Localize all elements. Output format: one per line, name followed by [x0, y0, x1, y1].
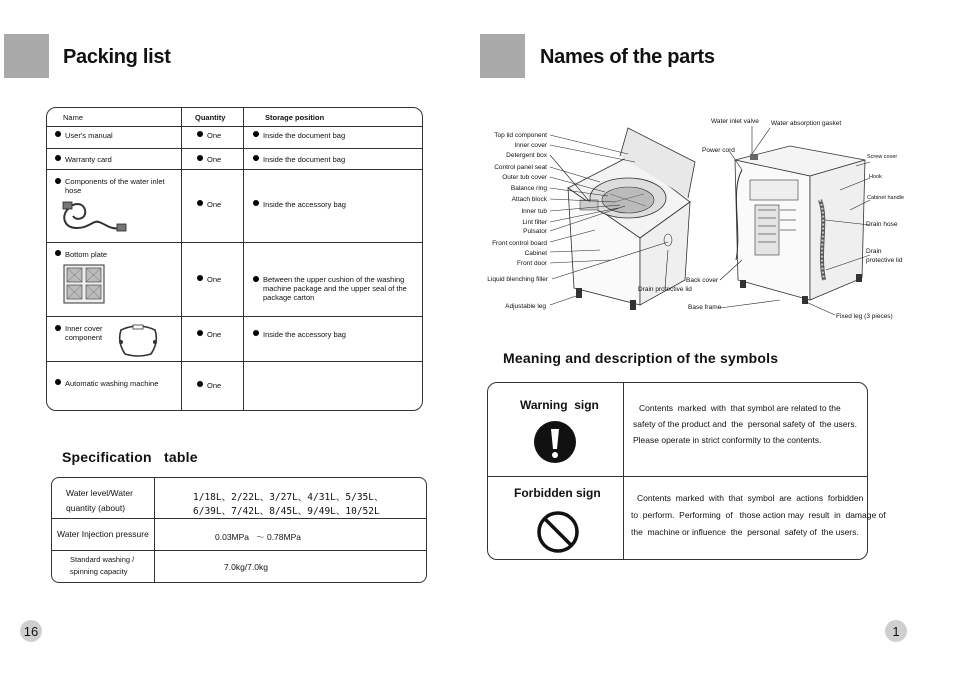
warning-line: Contents marked with that symbol are related to the: [639, 403, 841, 413]
item-qty: One: [197, 155, 221, 164]
item-name: Warranty card: [65, 155, 112, 164]
forbidden-line: the machine or influence the personal safety of the users.: [631, 527, 859, 537]
warning-sign-label: Warning sign: [520, 398, 599, 412]
label-drain-protective-lid-front: Drain protective lid: [638, 286, 692, 293]
right-page-title: Names of the parts: [540, 46, 715, 68]
label-water-absorption-gasket: Water absorption gasket: [771, 120, 842, 127]
item-qty: One: [197, 200, 221, 209]
header-quantity: Quantity: [195, 113, 226, 122]
item-storage: Inside the document bag: [253, 155, 345, 164]
label-drain-protective-lid-back: Drain protective lid: [866, 248, 903, 264]
right-title-square: [480, 34, 525, 78]
label-outer-tub-cover: Outer tub cover: [502, 174, 547, 181]
row-divider: [47, 148, 423, 149]
item-name: Automatic washing machine: [65, 379, 159, 388]
spec-row-divider: [52, 518, 426, 519]
spec-title: Specification table: [62, 449, 198, 465]
item-name: Inner cover component: [65, 324, 103, 342]
right-page-number: 1: [885, 620, 907, 642]
label-base-frame: Base frame: [688, 304, 722, 311]
spec-value: 0.03MPa ～ 0.78MPa: [215, 532, 301, 542]
header-name: Name: [63, 113, 84, 122]
item-qty: One: [197, 330, 221, 339]
inner-cover-image: [115, 322, 161, 358]
item-qty: One: [197, 381, 221, 390]
item-storage: Inside the accessory bag: [253, 330, 346, 339]
label-fixed-leg: Fixed leg (3 pieces): [836, 313, 893, 320]
forbidden-description: [631, 490, 886, 541]
item-name: Bottom plate: [65, 250, 108, 259]
label-attach-block: Attach block: [511, 196, 547, 203]
spec-value: 7.0kg/7.0kg: [224, 562, 268, 572]
left-title-square: [4, 34, 49, 78]
label-pulsator: Pulsator: [523, 228, 547, 235]
packing-table: [46, 107, 423, 411]
row-divider: [47, 126, 423, 127]
back-machine-illustration: [735, 146, 865, 304]
label-inner-cover: Inner cover: [514, 142, 547, 149]
label-control-panel-seat: Control panel seat: [494, 164, 547, 171]
spec-label: Water Injection pressure: [57, 529, 149, 539]
item-qty: One: [197, 131, 221, 140]
item-storage: Between the upper cushion of the washing machine package and the upper seal of the package carton: [253, 275, 421, 302]
water-inlet-hose-image: [59, 192, 129, 236]
row-divider: [47, 316, 423, 317]
spec-row-divider: [52, 550, 426, 551]
table-row: [55, 324, 115, 342]
label-balance-ring: Balance ring: [510, 185, 547, 192]
label-screw-cover: Screw cover: [867, 154, 898, 160]
header-storage: Storage position: [265, 113, 325, 122]
label-detergent-box: Detergent box: [506, 152, 547, 159]
left-page-title: Packing list: [63, 46, 171, 68]
symbols-table: [487, 382, 886, 560]
spec-table: [51, 477, 427, 583]
spec-value: 6/39L、7/42L、8/45L、9/49L、10/52L: [193, 506, 380, 517]
item-storage: Inside the accessory bag: [253, 200, 346, 209]
label-front-control-board: Front control board: [492, 240, 547, 247]
table-row: [55, 131, 113, 140]
table-row: [55, 155, 112, 164]
label-power-cord: Power cord: [702, 147, 735, 154]
row-divider: [47, 169, 423, 170]
label-lint-filter: Lint filter: [522, 219, 547, 226]
bottom-plate-image: [63, 264, 105, 304]
warning-line: Please operate in strict conformity to the contents.: [633, 435, 822, 445]
item-name: User's manual: [65, 131, 113, 140]
item-qty: One: [197, 275, 221, 284]
label-top-lid: Top lid component: [494, 132, 547, 139]
label-cabinet-handle: Cabinet handle: [867, 195, 905, 201]
table-row: [55, 379, 158, 388]
symbols-title: Meaning and description of the symbols: [503, 350, 779, 366]
label-adjustable-leg: Adjustable leg: [505, 303, 546, 310]
spec-label: Water level/Water quantity (about): [66, 488, 133, 513]
col-divider-2: [243, 108, 244, 411]
label-back-cover: Back cover: [686, 277, 719, 284]
item-storage: Inside the document bag: [253, 131, 345, 140]
label-water-inlet-valve: Water inlet valve: [711, 118, 759, 125]
forbidden-line: to perform. Performing of those action may result in damage of: [631, 510, 886, 520]
prohibited-icon: [536, 510, 580, 554]
warning-line: safety of the product and the personal safety of the users.: [633, 419, 857, 429]
warning-description: [633, 400, 863, 448]
col-divider-1: [181, 108, 182, 411]
row-divider: [47, 361, 423, 362]
forbidden-sign-label: Forbidden sign: [514, 486, 601, 500]
label-cabinet: Cabinet: [524, 250, 547, 257]
spec-label: Standard washing / spinning capacity: [70, 555, 135, 576]
spec-col-divider: [154, 478, 155, 582]
label-inner-tub: Inner tub: [521, 208, 547, 215]
forbidden-line: Contents marked with that symbol are actions forbidden: [637, 493, 864, 503]
item-name: Components of the water inlet hose: [65, 177, 165, 195]
label-hook: Hook: [869, 174, 882, 180]
symbols-row-divider: [488, 476, 867, 477]
label-liquid-blenching-filler: Liquid blenching filler: [487, 276, 548, 283]
row-divider: [47, 242, 423, 243]
symbols-col-divider: [623, 383, 624, 559]
front-machine-illustration: [568, 128, 695, 310]
label-front-door: Front door: [517, 260, 547, 267]
table-row: [55, 250, 107, 259]
label-drain-hose: Drain hose: [866, 221, 898, 228]
left-page-number: 16: [20, 620, 42, 642]
spec-value: 1/18L、2/22L、3/27L、4/31L、5/35L、: [193, 492, 384, 503]
exclamation-icon: [533, 420, 577, 464]
